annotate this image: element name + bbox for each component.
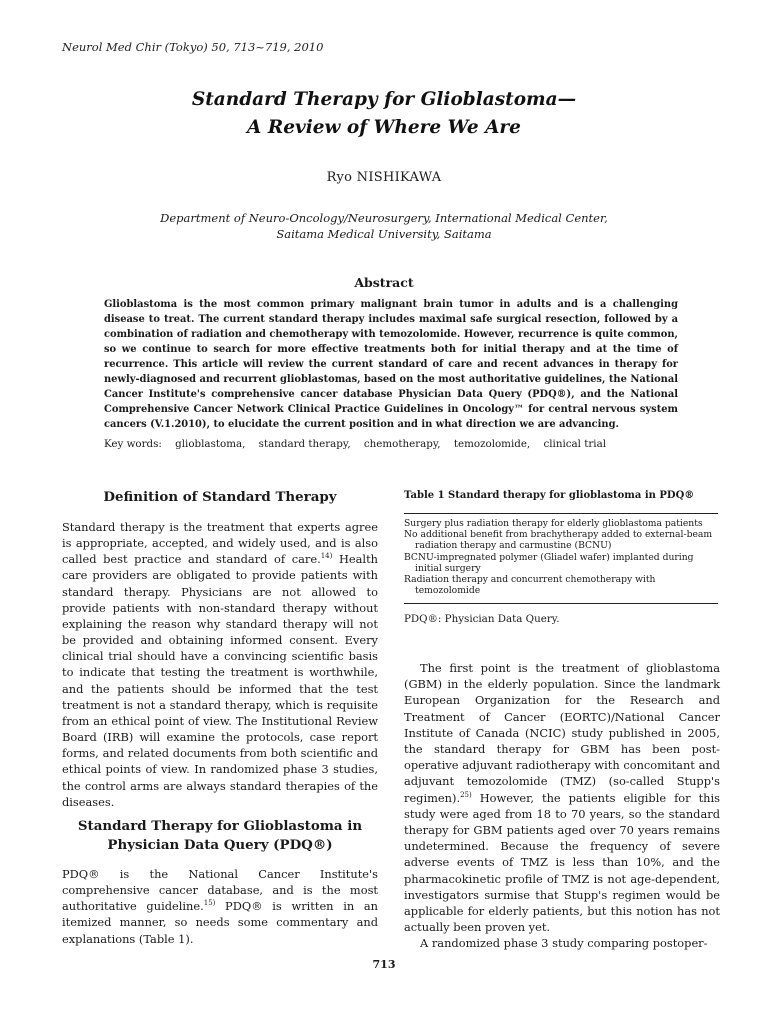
right-column-body [404,660,720,952]
abstract-text: Glioblastoma is the most common primary malignant brain tumor in adults and is a challenging disease to treat. The current standard therapy includes maximal safe surgical resection, followed by a combination of radiation and chemotherapy with temozolomide. However, recurrence is quite common, so we continue to search for more effective treatments both for initial therapy and at the time of recurrence. This article will review the current standard of care and recent advances in therapy for newly-diagnosed and recurrent glioblastomas, based on the most authoritative guidelines, the National Cancer Institute's comprehensive cancer database Physician Data Query (PDQ®), and the National Comprehensive Cancer Network Clinical Practice Guidelines in Oncology™ for central nervous system cancers (V.1.2010), to elucidate the current position and in what direction we are advancing. [104,299,678,431]
table-caption: Table 1 Standard therapy for glioblastoma in PDQ® [404,490,695,501]
keyword-3: chemotherapy, [363,438,441,450]
table-bottom-rule [404,603,718,604]
title-line-1: Standard Therapy for Glioblastoma— [191,89,577,110]
keyword-1: glioblastoma, [175,438,246,450]
table-body [404,518,720,596]
reference-mark: 15) [203,899,216,908]
paragraph: The first point is the treatment of glioblastoma (GBM) in the elderly population. Since the landmark European Organization for the Research and Treatment of Cancer (EORTC)/National Cancer Institute of Canada (NCIC) study published in 2005, the standard therapy for GBM has been post-operative adjuvant radiotherapy with concomitant and adjuvant temozolomide (TMZ) (so-called Stupp's regimen).$^{25)}$ However, the patients eligible for this study were aged from 18 to 70 years, so the standard therapy for GBM patients aged over 70 years remains undetermined. Because the frequency of severe adverse events of TMZ is less than 10%, and the pharmacokinetic profile of TMZ is not age-dependent, investigators surmise that Stupp's regimen would be applicable for elderly patients, but this notion has not actually been proven yet. [404,661,720,935]
journal-citation: Neurol Med Chir (Tokyo) 50, 713~719, 2010 [62,40,324,54]
author-name: Ryo NISHIKAWA [326,170,442,185]
reference-mark: 14) [320,552,333,561]
reference-mark: 25) [460,790,472,799]
table-row: Radiation therapy and concurrent chemotherapy with temozolomide [404,574,656,597]
section-heading-definition: Definition of Standard Therapy [103,489,337,505]
table-footnote: PDQ®: Physician Data Query. [404,613,560,625]
keywords [104,438,704,450]
table-row: BCNU-impregnated polymer (Gliadel wafer) implanted during initial surgery [404,551,694,574]
article-title [0,86,768,142]
section-heading-pdq [62,817,378,855]
paragraph: Standard therapy is the treatment that experts agree is appropriate, accepted, and widely used, and is also called best practice and standard of care.$^{14)}$ Health care providers are obligated to provide patients with standard therapy. Physicians are not allowed to provide patients with non-standard therapy without explaining the reason why standard therapy will not be provided and obtaining informed consent. Every clinical trial should have a convincing scientific basis to indicate that testing the treatment is worthwhile, and the patients should be informed that the test treatment is not a standard therapy, which is requisite from an ethical point of view. The Institutional Review Board (IRB) will examine the protocols, case report forms, and related documents from both scientific and ethical points of view. In randomized phase 3 studies, the control arms are always standard therapies of the diseases. [62,520,378,809]
page-number: 713 [372,958,396,971]
affiliation [0,210,768,242]
section-definition-body [62,519,378,810]
abstract-heading: Abstract [354,275,414,290]
keyword-4: temozolomide, [453,438,531,450]
section-heading-line-2: Physician Data Query (PDQ®) [107,837,333,853]
keyword-5: clinical trial [543,438,607,450]
paragraph: A randomized phase 3 study comparing postoper- [420,936,708,951]
table-top-rule [404,513,718,514]
affiliation-line-2: Saitama Medical University, Saitama [276,227,492,241]
paragraph: PDQ® is the National Cancer Institute's comprehensive cancer database, and is the most authoritative guideline.$^{15)}$ PDQ® is written in an itemized manner, so needs some commentary and explanations (Table 1). [62,867,378,946]
affiliation-line-1: Department of Neuro-Oncology/Neurosurgery, International Medical Center, [160,211,608,225]
table-row: Surgery plus radiation therapy for elderly glioblastoma patients [404,518,703,529]
keyword-2: standard therapy, [258,438,351,450]
section-pdq-body [62,866,378,947]
keywords-label: Key words: [104,438,162,450]
section-heading-line-1: Standard Therapy for Glioblastoma in [77,818,363,834]
title-line-2: A Review of Where We Are [247,117,521,138]
table-row: No additional benefit from brachytherapy added to external-beam radiation therapy and carmustine (BCNU) [404,529,713,552]
